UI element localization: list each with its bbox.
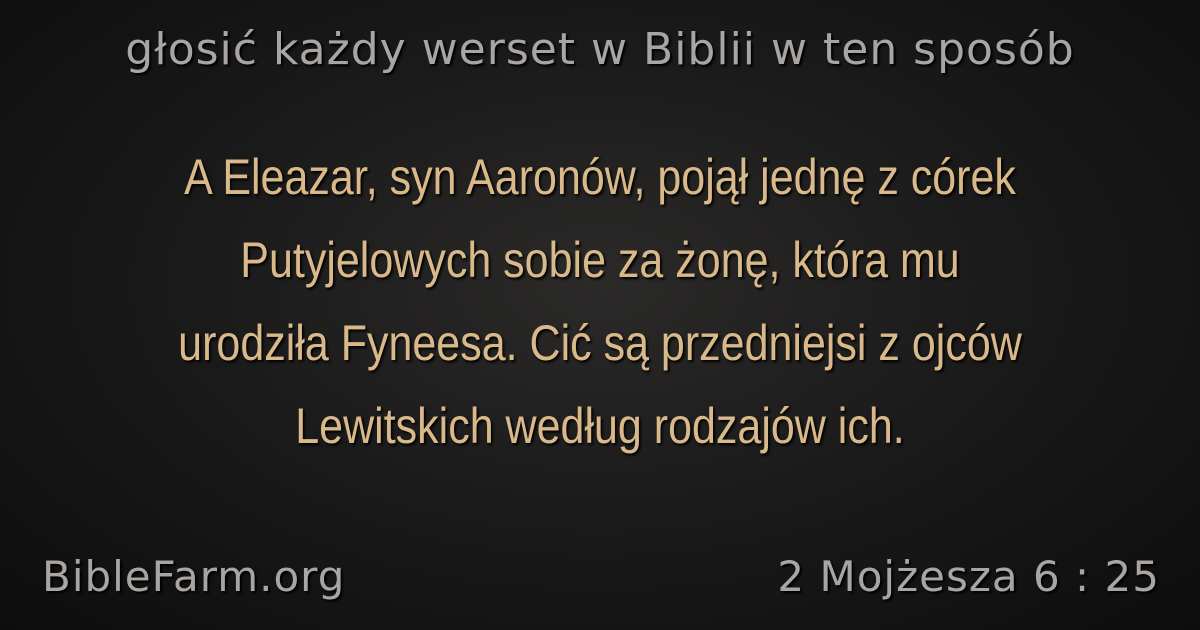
site-name: BibleFarm.org	[42, 552, 346, 601]
verse-line: Putyjelowych sobie za żonę, która mu	[240, 232, 960, 288]
verse-text	[118, 136, 1081, 468]
verse-line: Lewitskich według rodzajów ich.	[295, 398, 905, 454]
verse-line: urodziła Fyneesa. Cić są przedniejsi z ojców	[178, 315, 1022, 371]
tagline: głosić każdy werset w Biblii w ten sposób	[125, 24, 1075, 75]
verse-reference: 2 Mojżesza 6 : 25	[777, 552, 1160, 601]
verse-line: A Eleazar, syn Aaronów, pojął jednę z córek	[184, 149, 1016, 205]
